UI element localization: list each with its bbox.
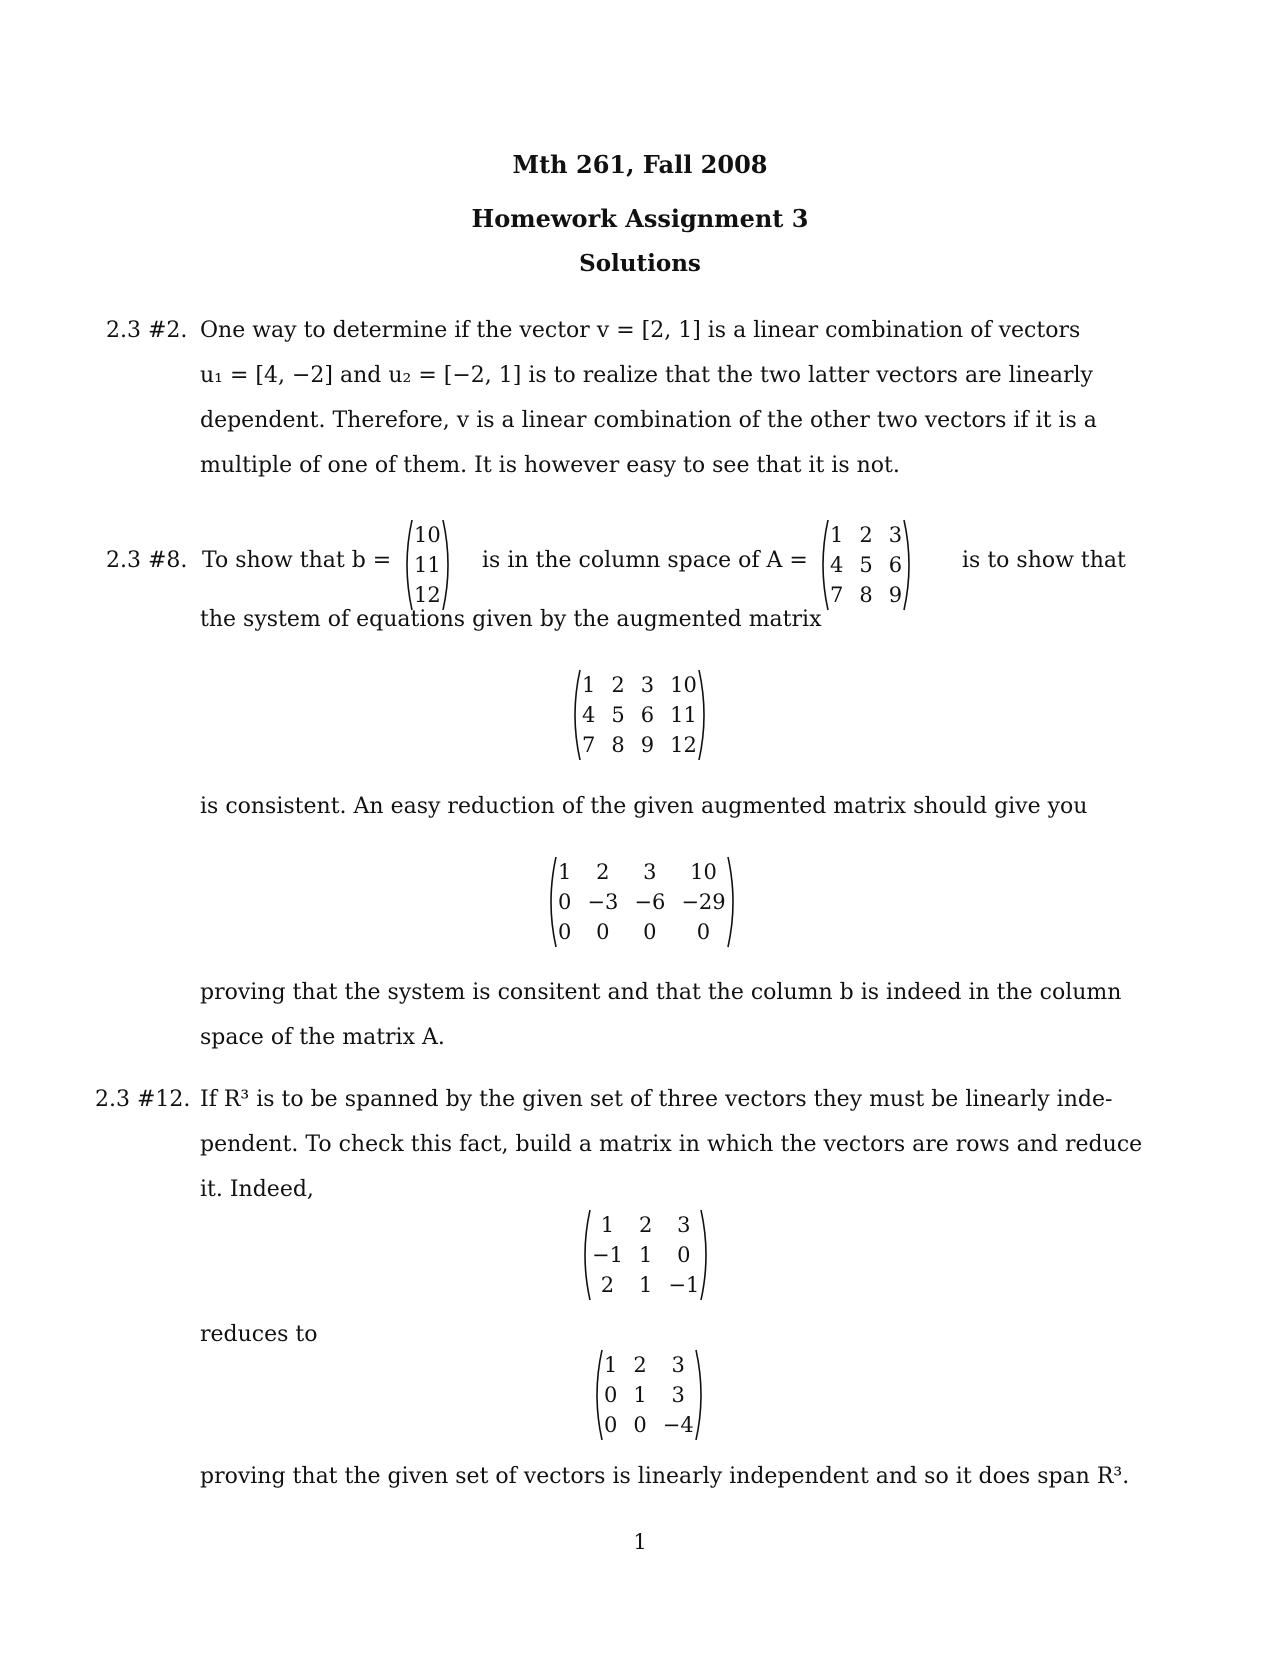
matrix-entry: 9	[640, 733, 655, 757]
matrix-entry: 0	[633, 1413, 647, 1437]
right-paren	[441, 518, 453, 612]
matrix-entry: 2	[611, 673, 625, 697]
matrix-entry: 12	[670, 733, 697, 757]
matrix-entry: 1	[830, 523, 844, 547]
matrix-entry: 1	[600, 1213, 615, 1237]
problem-12-line-1: If R³ is to be spanned by the given set of three vectors they must be linearly inde-	[200, 1087, 1113, 1112]
problem-2-line-1: One way to determine if the vector v = [2, 1] is a linear combination of vectors	[200, 318, 1081, 343]
matrix-entry: 0	[596, 920, 610, 944]
matrix-entry: 0	[558, 920, 572, 944]
matrix-entry: 3	[888, 523, 903, 547]
problem-8-text-c: is to show that	[962, 548, 1126, 573]
matrix-entry: 3	[671, 1383, 685, 1407]
right-paren	[726, 855, 738, 949]
left-paren	[592, 1348, 604, 1442]
problem-8-text-a: To show that b =	[202, 548, 392, 573]
problem-2-line-2: u₁ = [4, −2] and u₂ = [−2, 1] is to realize that the two latter vectors are linearly	[200, 363, 1093, 388]
matrix-grid	[592, 1213, 699, 1297]
matrix-entry: 2	[859, 523, 873, 547]
matrix-entry: −1	[668, 1273, 700, 1297]
matrix-entry: 10	[414, 523, 441, 547]
matrix-entry: 1	[638, 1243, 653, 1267]
vector-b	[402, 518, 453, 612]
matrix-entry: 12	[414, 583, 441, 607]
matrix-entry: 2	[638, 1213, 653, 1237]
matrix-entry: −29	[681, 890, 726, 914]
matrix-entry: 1	[604, 1353, 618, 1377]
document-assignment-title: Homework Assignment 3	[471, 204, 809, 233]
matrix-grid	[558, 860, 726, 944]
matrix-entry: 9	[888, 583, 903, 607]
matrix-entry: 1	[558, 860, 572, 884]
problem-8-text-e: is consistent. An easy reduction of the given augmented matrix should give you	[200, 794, 1088, 819]
matrix-entry: 5	[611, 703, 625, 727]
matrix-entry: 6	[640, 703, 655, 727]
matrix-entry: 8	[859, 583, 873, 607]
problem-12-line-2: pendent. To check this fact, build a matrix in which the vectors are rows and reduce	[200, 1132, 1143, 1157]
right-paren	[694, 1348, 706, 1442]
problem-8-text-d: the system of equations given by the augmented matrix	[200, 607, 822, 632]
matrix-entry: 0	[604, 1413, 618, 1437]
problem-8-text-b: is in the column space of A =	[482, 548, 808, 573]
matrix-entry: 6	[888, 553, 903, 577]
matrix-entry: 2	[596, 860, 610, 884]
matrix-entry: 11	[414, 553, 441, 577]
matrix-entry: 10	[690, 860, 717, 884]
matrix-entry: 7	[582, 733, 596, 757]
left-paren	[818, 518, 830, 612]
reduced-augmented-matrix	[546, 855, 738, 949]
matrix-grid	[582, 673, 697, 757]
problem-12-line-3: it. Indeed,	[200, 1177, 314, 1202]
reduces-to-text: reduces to	[200, 1322, 318, 1347]
problem-12-label: 2.3 #12.	[95, 1087, 191, 1112]
document-solutions-title: Solutions	[579, 250, 701, 277]
matrix-entry: 3	[671, 1353, 685, 1377]
matrix-entry: 2	[600, 1273, 615, 1297]
augmented-matrix	[570, 668, 709, 762]
problem-8-text-f: proving that the system is consitent and that the column b is indeed in the column	[200, 980, 1122, 1005]
matrix-entry: −4	[662, 1413, 694, 1437]
matrix-entry: −1	[592, 1243, 623, 1267]
matrix-entry: 0	[643, 920, 657, 944]
matrix-entry: 3	[640, 673, 655, 697]
matrix-entry: 0	[677, 1243, 691, 1267]
problem-2-line-3: dependent. Therefore, v is a linear combination of the other two vectors if it is a	[200, 408, 1097, 433]
document-course-title: Mth 261, Fall 2008	[512, 150, 768, 179]
problem-12-matrix	[580, 1208, 711, 1302]
matrix-entry: 11	[670, 703, 697, 727]
problem-2-label: 2.3 #2.	[106, 318, 188, 343]
matrix-entry: 2	[633, 1353, 647, 1377]
problem-8-text-g: space of the matrix A.	[200, 1025, 445, 1050]
problem-12-line-4: proving that the given set of vectors is linearly independent and so it does span R³.	[200, 1464, 1130, 1489]
right-paren	[902, 518, 914, 612]
matrix-entry: 1	[633, 1383, 647, 1407]
problem-2-line-4: multiple of one of them. It is however easy to see that it is not.	[200, 453, 900, 478]
problem-12-reduced-matrix	[592, 1348, 706, 1442]
matrix-grid	[414, 523, 441, 607]
matrix-entry: −3	[587, 890, 619, 914]
matrix-grid	[830, 523, 902, 607]
matrix-entry: 3	[677, 1213, 691, 1237]
matrix-entry: 1	[638, 1273, 653, 1297]
right-paren	[697, 668, 709, 762]
matrix-A	[818, 518, 914, 612]
matrix-grid	[604, 1353, 694, 1437]
matrix-entry: 10	[670, 673, 697, 697]
left-paren	[580, 1208, 592, 1302]
matrix-entry: 7	[830, 583, 844, 607]
matrix-entry: 4	[582, 703, 596, 727]
matrix-entry: 4	[830, 553, 844, 577]
page-number: 1	[633, 1530, 647, 1554]
left-paren	[570, 668, 582, 762]
matrix-entry: 0	[696, 920, 711, 944]
matrix-entry: 3	[643, 860, 657, 884]
matrix-entry: 0	[604, 1383, 618, 1407]
left-paren	[402, 518, 414, 612]
matrix-entry: −6	[634, 890, 666, 914]
matrix-entry: 0	[558, 890, 572, 914]
matrix-entry: 8	[611, 733, 625, 757]
matrix-entry: 1	[582, 673, 596, 697]
problem-8-label: 2.3 #8.	[106, 548, 188, 573]
left-paren	[546, 855, 558, 949]
right-paren	[699, 1208, 711, 1302]
matrix-entry: 5	[859, 553, 873, 577]
